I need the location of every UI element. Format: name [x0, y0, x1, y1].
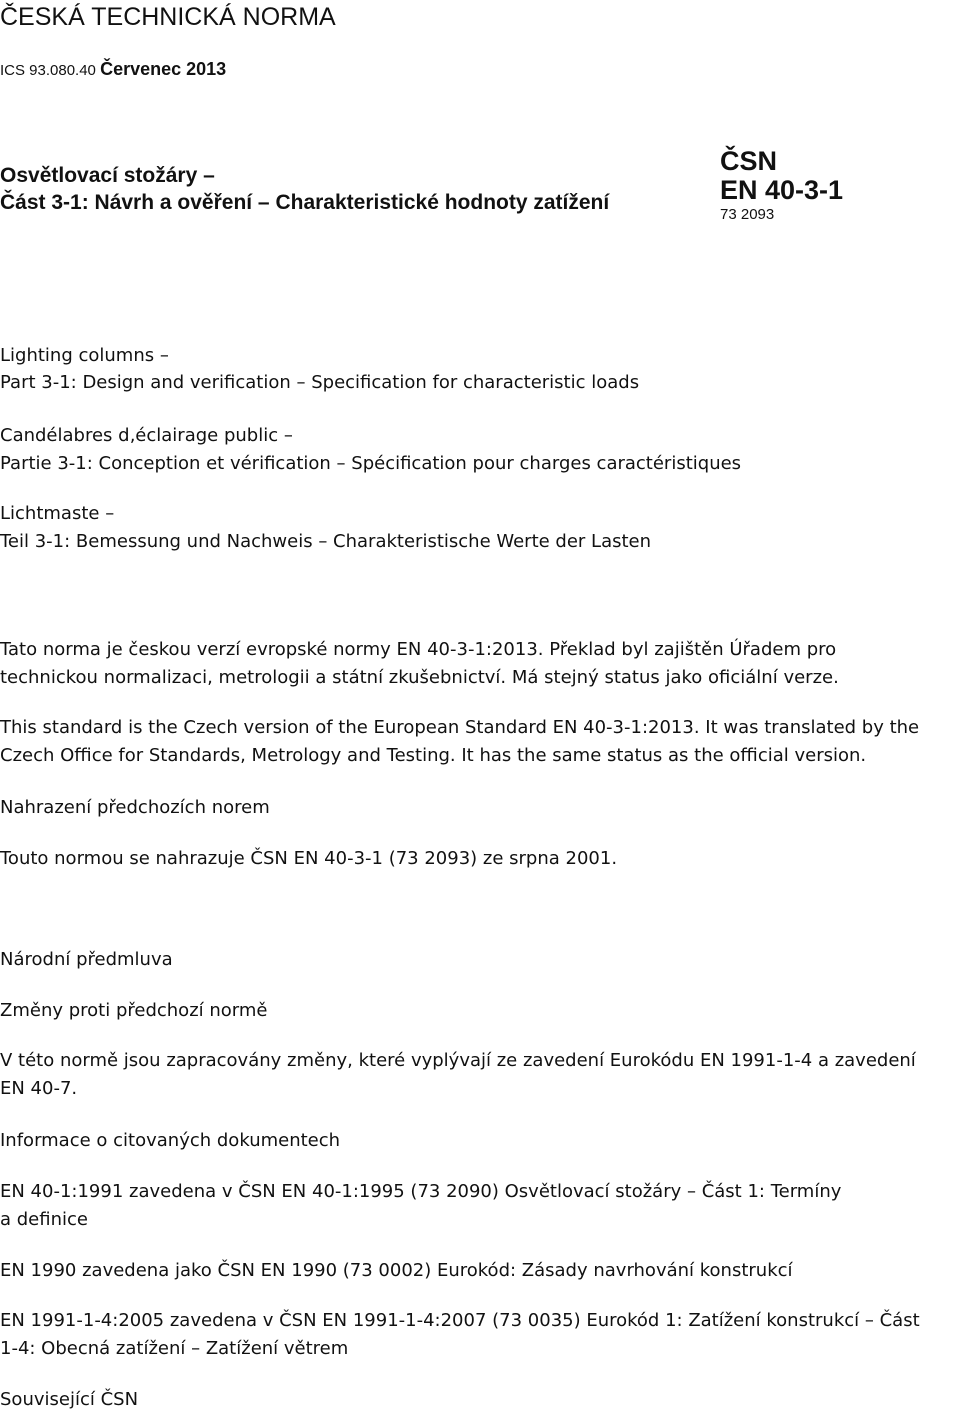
csn-mark: ČSN: [720, 146, 778, 176]
norm-heading: ČESKÁ TECHNICKÁ NORMA: [0, 3, 336, 31]
cited-documents-heading: Informace o citovaných dokumentech: [0, 1130, 341, 1151]
ics-code: ICS 93.080.40: [0, 62, 96, 79]
title-english-line-1: Lighting columns –: [0, 345, 169, 366]
translation-note-czech-line-2: technickou normalizaci, metrologii a státní zkušebnictví. Má stejný status jako oficiální verze.: [0, 667, 839, 688]
class-number: 73 2093: [720, 206, 775, 223]
cited-document-line-1: EN 1991-1-4:2005 zavedena v ČSN EN 1991-1-4:2007 (73 0035) Eurokód 1: Zatížení konstrukcí – Část: [0, 1310, 920, 1331]
cited-document-item: [0, 1178, 841, 1234]
changes-text-line-2: EN 40-7.: [0, 1078, 78, 1099]
replacement-text: Touto normou se nahrazuje ČSN EN 40-3-1 (73 2093) ze srpna 2001.: [0, 848, 618, 869]
changes-heading: Změny proti předchozí normě: [0, 1000, 268, 1021]
related-standards-heading: Související ČSN: [0, 1389, 139, 1410]
changes-text: [0, 1047, 916, 1103]
title-german-line-1: Lichtmaste –: [0, 503, 115, 524]
publication-date: Červenec 2013: [100, 59, 227, 79]
title-english-line-2: Part 3-1: Design and verification – Specification for characteristic loads: [0, 372, 640, 393]
cited-document-item: [0, 1307, 920, 1363]
replacement-heading: Nahrazení předchozích norem: [0, 797, 270, 818]
title-french-line-1: Candélabres d‚éclairage public –: [0, 425, 293, 446]
translation-note-czech: [0, 636, 839, 692]
translation-note-english: [0, 714, 919, 770]
designation-block: [720, 147, 843, 224]
title-english: [0, 342, 639, 396]
cited-document-item: [0, 1257, 793, 1285]
translation-note-czech-line-1: Tato norma je českou verzí evropské normy EN 40-3-1:2013. Překlad byl zajištěn Úřadem pro: [0, 639, 837, 660]
title-czech-line-1: Osvětlovací stožáry –: [0, 164, 215, 187]
title-german-line-2: Teil 3-1: Bemessung und Nachweis – Charakteristische Werte der Lasten: [0, 531, 652, 552]
standard-number: EN 40-3-1: [720, 175, 844, 205]
cited-document-line-1: EN 1990 zavedena jako ČSN EN 1990 (73 0002) Eurokód: Zásady navrhování konstrukcí: [0, 1260, 793, 1281]
cited-document-line-2: 1-4: Obecná zatížení – Zatížení větrem: [0, 1338, 349, 1359]
title-french: [0, 422, 741, 478]
translation-note-english-line-2: Czech Office for Standards, Metrology and Testing. It has the same status as the official version.: [0, 745, 867, 766]
ics-date-line: [0, 58, 226, 82]
national-foreword-heading: Národní předmluva: [0, 949, 173, 970]
title-czech-line-2: Část 3-1: Návrh a ověření – Charakteristické hodnoty zatížení: [0, 191, 610, 214]
title-czech: [0, 162, 609, 216]
title-french-line-2: Partie 3-1: Conception et vérification – Spécification pour charges caractéristiques: [0, 453, 742, 474]
translation-note-english-line-1: This standard is the Czech version of the European Standard EN 40-3-1:2013. It was translated by the: [0, 717, 920, 738]
cited-document-line-2: a definice: [0, 1209, 88, 1230]
changes-text-line-1: V této normě jsou zapracovány změny, které vyplývají ze zavedení Eurokódu EN 1991-1-4 a zavedení: [0, 1050, 916, 1071]
title-german: [0, 500, 651, 556]
cited-document-line-1: EN 40-1:1991 zavedena v ČSN EN 40-1:1995 (73 2090) Osvětlovací stožáry – Část 1: Termíny: [0, 1181, 842, 1202]
